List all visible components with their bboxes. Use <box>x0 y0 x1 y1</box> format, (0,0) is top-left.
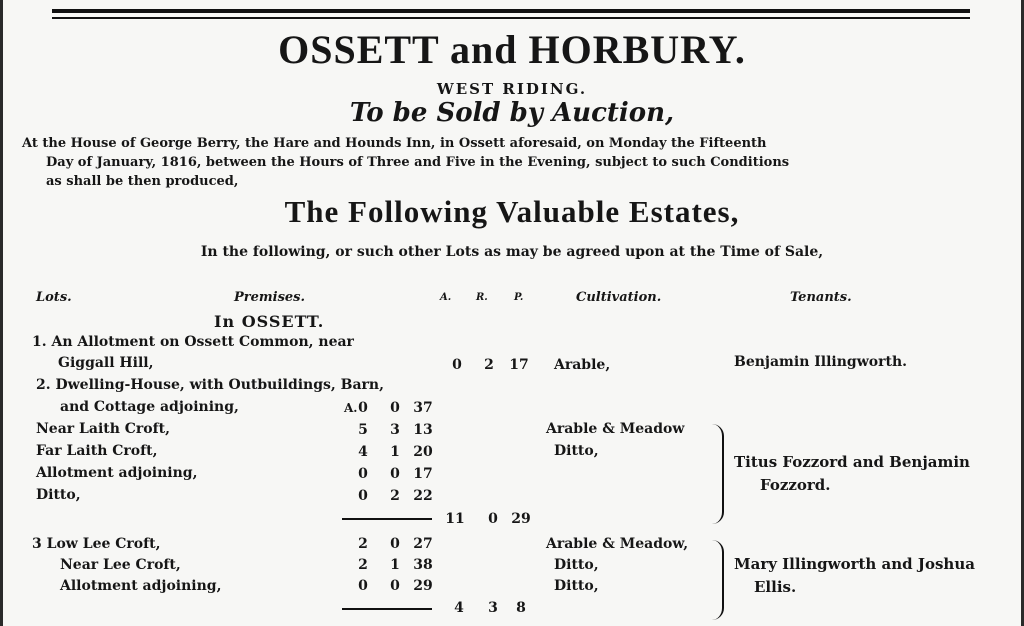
header-lots: Lots. <box>36 290 72 305</box>
lot3-cultivation-2: Ditto, <box>554 578 599 594</box>
lot3-item-label-1: Near Lee Croft, <box>60 557 181 573</box>
lot3-total-p: 8 <box>516 600 526 616</box>
lot2-item-p-0: 37 <box>413 400 433 416</box>
lot3-cultivation-0: Arable & Meadow, <box>546 536 689 552</box>
lot2-item-p-3: 17 <box>413 466 433 482</box>
lot2-total-p: 29 <box>511 511 531 527</box>
estates-heading: The Following Valuable Estates, <box>284 194 740 229</box>
lot3-item-a-1: 2 <box>358 557 368 573</box>
lot2-item-r-1: 3 <box>390 422 400 438</box>
lot3-sum-rule <box>342 608 432 610</box>
headline: OSSETT and HORBURY. <box>278 27 746 72</box>
lot2-cultivation-0: Arable & Meadow <box>546 421 685 437</box>
section-ossett: In OSSETT. <box>214 312 325 331</box>
lot2-item-a-0: 0 <box>358 400 368 416</box>
lot2-item-a-3: 0 <box>358 466 368 482</box>
lot2-item-label-3: Allotment adjoining, <box>36 465 198 481</box>
header-premises: Premises. <box>234 290 306 305</box>
intro-line-2: Day of January, 1816, between the Hours of Three and Five in the Evening, subject to such Conditions <box>46 155 790 170</box>
lot3-item-label-2: Allotment adjoining, <box>60 578 222 594</box>
lot3-tenant-1: Ellis. <box>754 578 797 596</box>
lot2-item-a-4: 0 <box>358 488 368 504</box>
lot2-item-label-0: and Cottage adjoining, <box>60 399 239 415</box>
lot1-p: 17 <box>509 357 529 373</box>
lot1-r: 2 <box>484 357 494 373</box>
lot2-sum-rule <box>342 518 432 520</box>
lot2-item-label-4: Ditto, <box>36 487 81 503</box>
lot2-item-r-2: 1 <box>390 444 400 460</box>
lot2-line1: 2. Dwelling-House, with Outbuildings, Barn, <box>36 377 384 393</box>
lots-note: In the following, or such other Lots as may be agreed upon at the Time of Sale, <box>200 244 824 260</box>
lot1-cultivation: Arable, <box>554 357 611 373</box>
lot3-brace <box>712 540 724 620</box>
lot2-item-label-1: Near Laith Croft, <box>36 421 170 437</box>
lot1-line1: 1. An Allotment on Ossett Common, near <box>32 334 354 350</box>
lot2-total-r: 0 <box>488 511 498 527</box>
intro-line-3: as shall be then produced, <box>46 174 239 189</box>
lot3-tenant-0: Mary Illingworth and Joshua <box>734 555 975 573</box>
lot3-cultivation-1: Ditto, <box>554 557 599 573</box>
lot2-item-p-2: 20 <box>413 444 433 460</box>
lot3-item-r-2: 0 <box>390 578 400 594</box>
lot3-item-p-0: 27 <box>413 536 433 552</box>
lot2-item-r-0: 0 <box>390 400 400 416</box>
header-r: R. <box>476 292 488 303</box>
top-rule-thick <box>52 9 970 13</box>
header-p: P. <box>514 292 524 303</box>
lot2-item-p-4: 22 <box>413 488 433 504</box>
lot3-total-r: 3 <box>488 600 498 616</box>
lot2-item-a-2: 4 <box>358 444 368 460</box>
lot3-total-a: 4 <box>454 600 464 616</box>
lot2-total-a: 11 <box>445 511 465 527</box>
lot3-item-p-2: 29 <box>413 578 433 594</box>
lot1-tenant: Benjamin Illingworth. <box>734 354 907 370</box>
lot2-item-a-1: 5 <box>358 422 368 438</box>
lot2-item-p-1: 13 <box>413 422 433 438</box>
lot3-item-label-0: 3 Low Lee Croft, <box>32 536 161 552</box>
top-rule-thin <box>52 17 970 19</box>
header-cultivation: Cultivation. <box>576 290 662 305</box>
lot2-item-r-3: 0 <box>390 466 400 482</box>
region: WEST RIDING. <box>436 80 588 98</box>
lot2-item-r-4: 2 <box>390 488 400 504</box>
lot3-item-p-1: 38 <box>413 557 433 573</box>
lot1-line2: Giggall Hill, <box>58 355 154 371</box>
sale-notice: To be Sold by Auction, <box>349 98 675 128</box>
header-tenants: Tenants. <box>790 290 852 305</box>
lot2-tenant-1: Fozzord. <box>760 476 831 494</box>
lot3-item-r-1: 1 <box>390 557 400 573</box>
lot2-brace <box>712 424 724 524</box>
lot3-item-a-2: 0 <box>358 578 368 594</box>
lot3-item-r-0: 0 <box>390 536 400 552</box>
lot2-tenant-0: Titus Fozzord and Benjamin <box>734 453 970 471</box>
lot2-cultivation-1: Ditto, <box>554 443 599 459</box>
lot1-a: 0 <box>452 357 462 373</box>
intro-line-1: At the House of George Berry, the Hare and Hounds Inn, in Ossett aforesaid, on Monday the Fifteenth <box>22 136 767 151</box>
lot2-acre-prefix: A. <box>344 401 358 415</box>
lot3-item-a-0: 2 <box>358 536 368 552</box>
header-a: A. <box>440 292 452 303</box>
lot2-item-label-2: Far Laith Croft, <box>36 443 158 459</box>
